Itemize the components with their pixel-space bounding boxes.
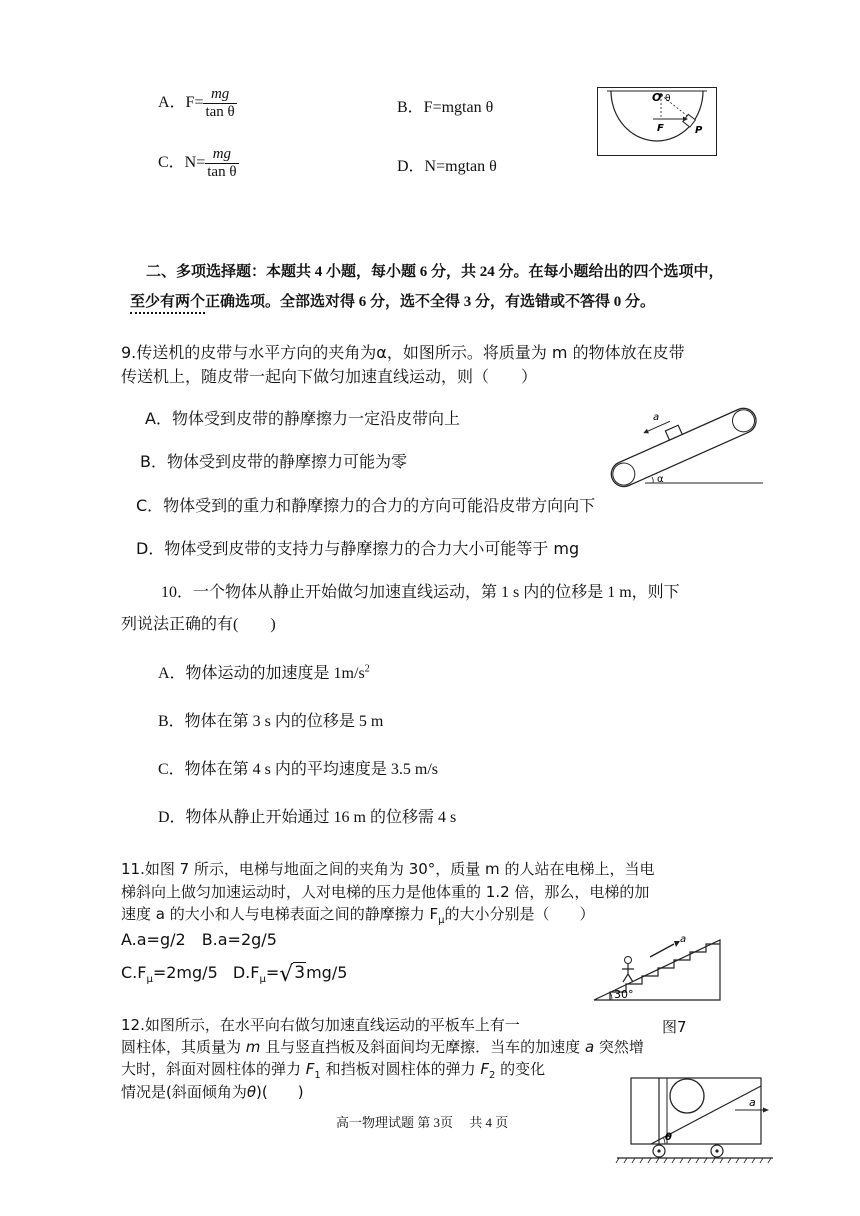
q9-stem-line2: 传送机上，随皮带一起向下做匀加速直线运动，则（ ） xyxy=(121,367,538,386)
q8-option-a-den: tan θ xyxy=(205,104,235,120)
q12-line4-b: )( ) xyxy=(256,1083,304,1101)
q8-option-c-den: tan θ xyxy=(207,164,237,180)
page-footer: 高一物理试题 第 3页 共 4 页 xyxy=(336,1115,509,1130)
q10-option-a-sup: 2 xyxy=(364,663,370,675)
q12-cylinder xyxy=(670,1079,704,1113)
q11-sqrt-sign: √ xyxy=(279,962,294,987)
q9-block xyxy=(665,425,682,440)
q12-line2-a: 圆柱体，其质量为 xyxy=(121,1038,246,1056)
q12-line3-f2: F xyxy=(480,1060,489,1078)
q9-option-b: B．物体受到皮带的静摩擦力可能为零 xyxy=(140,452,407,471)
q11-options-ab: A.a=g/2 B.a=2g/5 xyxy=(121,930,277,949)
q8-option-b: B．F=mgtan θ xyxy=(397,99,494,116)
q8-option-c xyxy=(158,146,239,181)
q11-option-d-b: = xyxy=(265,963,280,982)
q11-stem-sub: μ xyxy=(438,915,445,926)
q10-option-a-text: A．物体运动的加速度是 1m/s xyxy=(158,665,365,682)
q10-option-d: D．物体从静止开始通过 16 m 的位移需 4 s xyxy=(158,809,457,826)
q11-option-d-sub: μ xyxy=(259,974,266,986)
section2-line2 xyxy=(130,290,655,311)
q11-option-c-sub: μ xyxy=(146,974,153,986)
q12-line3-f2-sub: 2 xyxy=(488,1070,496,1081)
q8-option-a xyxy=(158,86,237,121)
q11-stem-line3 xyxy=(121,903,595,926)
q12-line2-b: 且与竖直挡板及斜面间均无摩擦．当车的加速度 xyxy=(260,1038,585,1056)
q12-line3-c: 的变化 xyxy=(495,1060,546,1078)
q8-option-c-num: mg xyxy=(205,146,238,164)
q12-stem-line3 xyxy=(121,1058,545,1081)
q11-option-c-a: C.F xyxy=(121,963,147,982)
q9-option-a: A．物体受到皮带的静摩擦力一定沿皮带向上 xyxy=(145,409,460,428)
q9-option-c: C．物体受到的重力和静摩擦力的合力的方向可能沿皮带方向向下 xyxy=(136,496,596,515)
q11-options-cd xyxy=(121,962,347,987)
q11-escalator-figure xyxy=(590,930,725,1002)
q8-label-theta: θ xyxy=(665,94,671,104)
section2-line2-after: 正确选项。全部选对得 6 分，选不全得 3 分，有选错或不答得 0 分。 xyxy=(205,294,656,310)
q8-option-c-prefix: C．N= xyxy=(158,154,206,172)
q12-ground-hatch xyxy=(616,1158,771,1163)
q12-stem-line4 xyxy=(121,1081,304,1102)
q8-label-p: P xyxy=(695,125,703,136)
q11-stem-line2: 梯斜向上做匀加速运动时，人对电梯的压力是他体重的 1.2 倍，那么，电梯的加 xyxy=(121,883,650,901)
q11-option-c-b: =2mg/5 xyxy=(152,963,218,982)
q10-stem-line2: 列说法正确的有( ) xyxy=(121,616,276,633)
q12-cart-figure xyxy=(615,1074,775,1166)
q9-option-d: D．物体受到皮带的支持力与静摩擦力的合力大小可能等于 mg xyxy=(136,539,580,558)
q11-label-a: a xyxy=(680,934,687,945)
q11-person-head xyxy=(625,957,632,964)
q10-option-c: C．物体在第 4 s 内的平均速度是 3.5 m/s xyxy=(158,761,439,778)
q8-option-a-prefix: A．F= xyxy=(158,94,204,112)
q9-stem-line1: 9.传送机的皮带与水平方向的夹角为α，如图所示。将质量为 m 的物体放在皮带 xyxy=(121,343,685,362)
q11-stem-line1: 11.如图 7 所示，电梯与地面之间的夹角为 30°，质量 m 的人站在电梯上，当电 xyxy=(121,860,655,878)
q12-line2-a2: a xyxy=(584,1038,595,1056)
q9-label-a: a xyxy=(653,412,660,423)
q8-option-c-fraction xyxy=(205,146,238,181)
q9-belt xyxy=(605,398,760,490)
section2-emphasis: 至少有两个 xyxy=(130,294,205,314)
q11-option-d-c: mg/5 xyxy=(306,963,348,982)
q10-stem-line1: 10．一个物体从静止开始做匀加速直线运动，第 1 s 内的位移是 1 m，则下 xyxy=(161,584,680,601)
q11-sqrt-value: 3 xyxy=(294,963,306,983)
q8-option-a-num: mg xyxy=(203,86,236,104)
q9-label-alpha: α xyxy=(657,474,664,485)
q11-accel-arrow xyxy=(650,944,674,957)
q11-label-angle: 30° xyxy=(614,988,634,1001)
q11-figure-caption: 图7 xyxy=(662,1018,687,1036)
q12-line2-c: 突然增 xyxy=(594,1038,644,1056)
q11-incline xyxy=(594,940,720,1000)
q12-stem-line1: 12.如图所示，在水平向右做匀加速直线运动的平板车上有一 xyxy=(121,1016,520,1034)
q10-option-b: B．物体在第 3 s 内的位移是 5 m xyxy=(158,713,384,730)
q12-line3-a: 大时，斜面对圆柱体的弹力 xyxy=(121,1060,306,1078)
section2-line1: 二、多项选择题：本题共 4 小题，每小题 6 分，共 24 分。在每小题给出的四个选项中， xyxy=(146,264,724,280)
q9-angle-arc xyxy=(652,477,653,483)
q10-option-a xyxy=(158,660,370,683)
q12-line3-b: 和挡板对圆柱体的弹力 xyxy=(320,1060,481,1078)
q12-label-a: a xyxy=(749,1096,756,1109)
q8-option-a-fraction xyxy=(203,86,236,121)
q8-label-o: O xyxy=(652,91,662,104)
q12-line4-theta: θ xyxy=(246,1083,257,1101)
q9-conveyor-figure xyxy=(605,398,765,490)
q11-person-body xyxy=(622,964,634,982)
q11-stem-line3-a: 速度 a 的大小和人与电梯表面之间的静摩擦力 F xyxy=(121,905,439,923)
q12-label-theta: θ xyxy=(665,1132,672,1143)
q11-stem-line3-b: 的大小分别是（ ） xyxy=(444,905,595,923)
q8-option-d: D．N=mgtan θ xyxy=(397,158,497,175)
q12-line2-m: m xyxy=(245,1038,261,1056)
q8-block-p xyxy=(683,114,696,127)
q12-line3-f1-sub: 1 xyxy=(314,1070,321,1081)
q12-line3-f1: F xyxy=(305,1060,315,1078)
q12-line4-a: 情况是(斜面倾角为 xyxy=(121,1083,247,1101)
q8-bowl-figure xyxy=(597,87,717,157)
q8-label-f: F xyxy=(657,123,664,134)
q12-stem-line2 xyxy=(121,1036,644,1057)
q11-option-d-a: D.F xyxy=(232,963,260,982)
